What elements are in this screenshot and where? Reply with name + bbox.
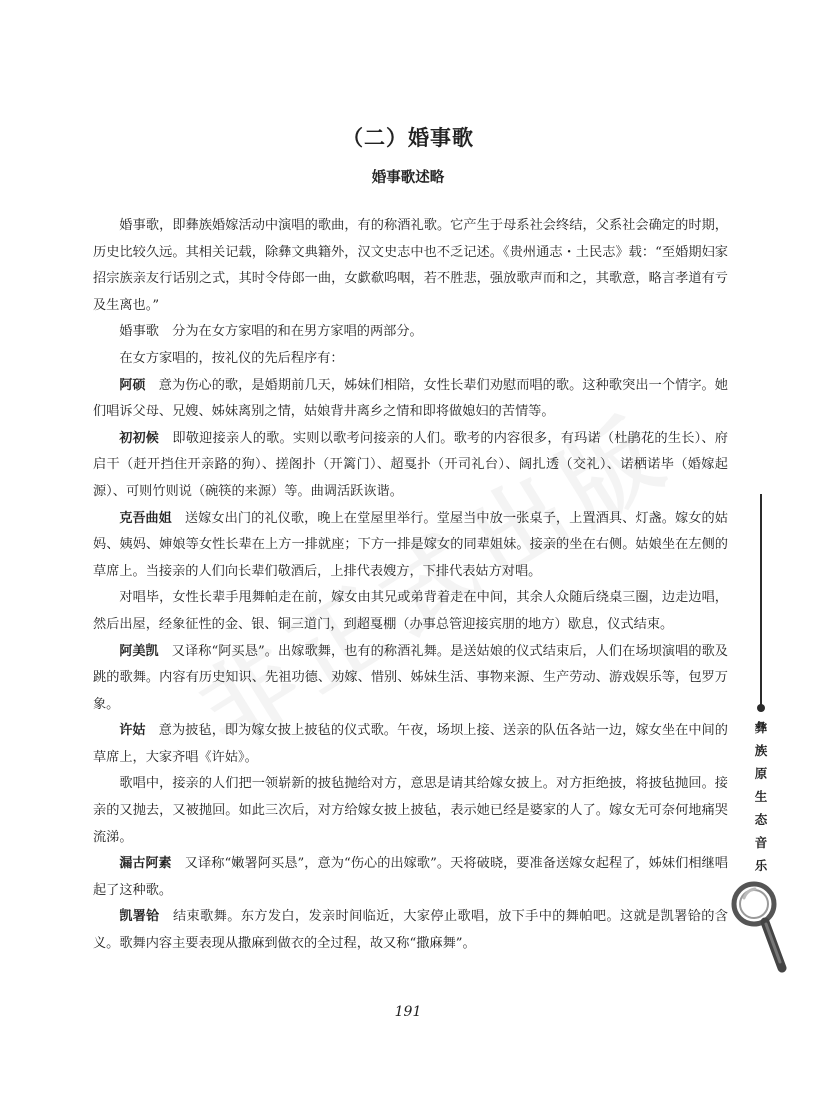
body-text [93, 213, 728, 958]
paragraph-text: 结束歌舞。东方发白，发亲时间临近，大家停止歌唱，放下手中的舞帕吧。这就是凯署铪的含义。歌舞内容主要表现从撒麻到做衣的全过程，故又称“撒麻舞”。 [93, 909, 728, 952]
paragraph-term: 凯署铪 [119, 909, 160, 925]
side-label-char: 原 [754, 766, 768, 781]
paragraph [93, 851, 728, 904]
paragraph-term: 初初候 [119, 430, 159, 446]
paragraph [93, 426, 728, 506]
paragraph-term: 阿美凯 [119, 643, 159, 659]
paragraph-text: 又译称“嫩署阿买恳”，意为“伤心的出嫁歌”。天将破晓，要准备送嫁女起程了，姊妹们相继唱起了这种歌。 [93, 856, 728, 898]
paragraph-term: 阿硕 [119, 377, 146, 393]
side-label-char: 态 [754, 812, 768, 827]
paragraph [93, 585, 728, 638]
paragraph-text: 婚事歌 分为在女方家唱的和在男方家唱的两部分。 [119, 324, 423, 340]
paragraph [93, 373, 728, 426]
paragraph [93, 346, 728, 373]
paragraph [93, 771, 728, 851]
side-label-char: 生 [754, 789, 768, 804]
side-rule [760, 494, 762, 709]
side-label-char: 彝 [754, 720, 768, 735]
paragraph-text: 婚事歌，即彝族婚嫁活动中演唱的歌曲，有的称酒礼歌。它产生于母系社会终结，父系社会确定的时期，历史比较久远。其相关记载，除彝文典籍外，汉文史志中也不乏记述。《贵州通志・土民志》载：“至婚期妇家招宗族亲友行话别之式，其时令侍郎一曲，女歔欷呜咽，若不胜悲，强放歌声而和之，其歌意，略言孝道有亏及生离也。” [93, 218, 728, 313]
paragraph [93, 213, 728, 319]
paragraph-text: 送嫁女出门的礼仪歌，晚上在堂屋里举行。堂屋当中放一张桌子，上置酒具、灯盏。嫁女的姑妈、姨妈、婶娘等女性长辈在上方一排就座；下方一排是嫁女的同辈姐妹。接亲的坐在右侧。姑娘坐在左侧的草席上。当接亲的人们向长辈们敬酒后，上排代表嫂方，下排代表姑方对唱。 [93, 510, 728, 579]
paragraph-term: 许姑 [119, 723, 146, 739]
side-label-char: 族 [754, 743, 768, 758]
paragraph-text: 即敬迎接亲人的歌。实则以歌考问接亲的人们。歌考的内容很多，有玛诺（杜鹃花的生长）、府启干（赶开挡住开亲路的狗）、搓阁扑（开篱门）、超戛扑（开司礼台）、阔扎透（交礼）、诺栖诺毕（婚嫁起源）、可则竹则说（碗筷的来源）等。曲调活跃诙谐。 [93, 430, 728, 499]
paragraph [93, 904, 728, 957]
paragraph [93, 319, 728, 346]
paragraph-term: 漏古阿素 [119, 856, 172, 872]
paragraph [93, 718, 728, 771]
page-title: （二）婚事歌 [342, 126, 474, 150]
paragraph-term: 克吾曲姐 [119, 510, 172, 526]
paragraph-text: 意为披毡，即为嫁女披上披毡的仪式歌。午夜，场坝上接、送亲的队伍各站一边，嫁女坐在中间的草席上，大家齐唱《许姑》。 [93, 723, 728, 765]
side-rule-dot [757, 704, 765, 712]
paragraph-text: 意为伤心的歌，是婚期前几天，姊妹们相陪，女性长辈们劝慰而唱的歌。这种歌突出一个情字。她们唱诉父母、兄嫂、姊妹离别之情，姑娘背井离乡之情和即将做媳妇的苦情等。 [93, 377, 728, 420]
side-label-char: 音 [754, 835, 768, 850]
magnifier-icon [730, 878, 790, 978]
paragraph-text: 歌唱中，接亲的人们把一领崭新的披毡抛给对方，意思是请其给嫁女披上。对方拒绝披，将披毡抛回。接亲的又抛去，又被抛回。如此三次后，对方给嫁女披上披毡，表示她已经是婆家的人了。嫁女无可奈何地痛哭流涕。 [93, 776, 728, 845]
side-label-char: 乐 [754, 858, 768, 873]
paragraph-text: 又译称“阿买恳”。出嫁歌舞，也有的称酒礼舞。是送姑娘的仪式结束后，人们在场坝演唱的歌及跳的歌舞。内容有历史知识、先祖功德、劝嫁、惜别、姊妹生活、事物来源、生产劳动、游戏娱乐等，包罗万象。 [93, 643, 728, 712]
paragraph [93, 506, 728, 586]
page-number: 191 [394, 1004, 422, 1020]
paragraph [93, 639, 728, 719]
paragraph-text: 在女方家唱的，按礼仪的先后程序有： [119, 350, 344, 366]
paragraph-text: 对唱毕，女性长辈手甩舞帕走在前，嫁女由其兄或弟背着走在中间，其余人众随后绕桌三圈，边走边唱，然后出屋，经象征性的金、银、铜三道门，到超戛棚（办事总管迎接宾朋的地方）歇息，仪式结束。 [93, 590, 728, 632]
side-book-title [749, 716, 773, 877]
section-subtitle: 婚事歌述略 [371, 170, 445, 186]
